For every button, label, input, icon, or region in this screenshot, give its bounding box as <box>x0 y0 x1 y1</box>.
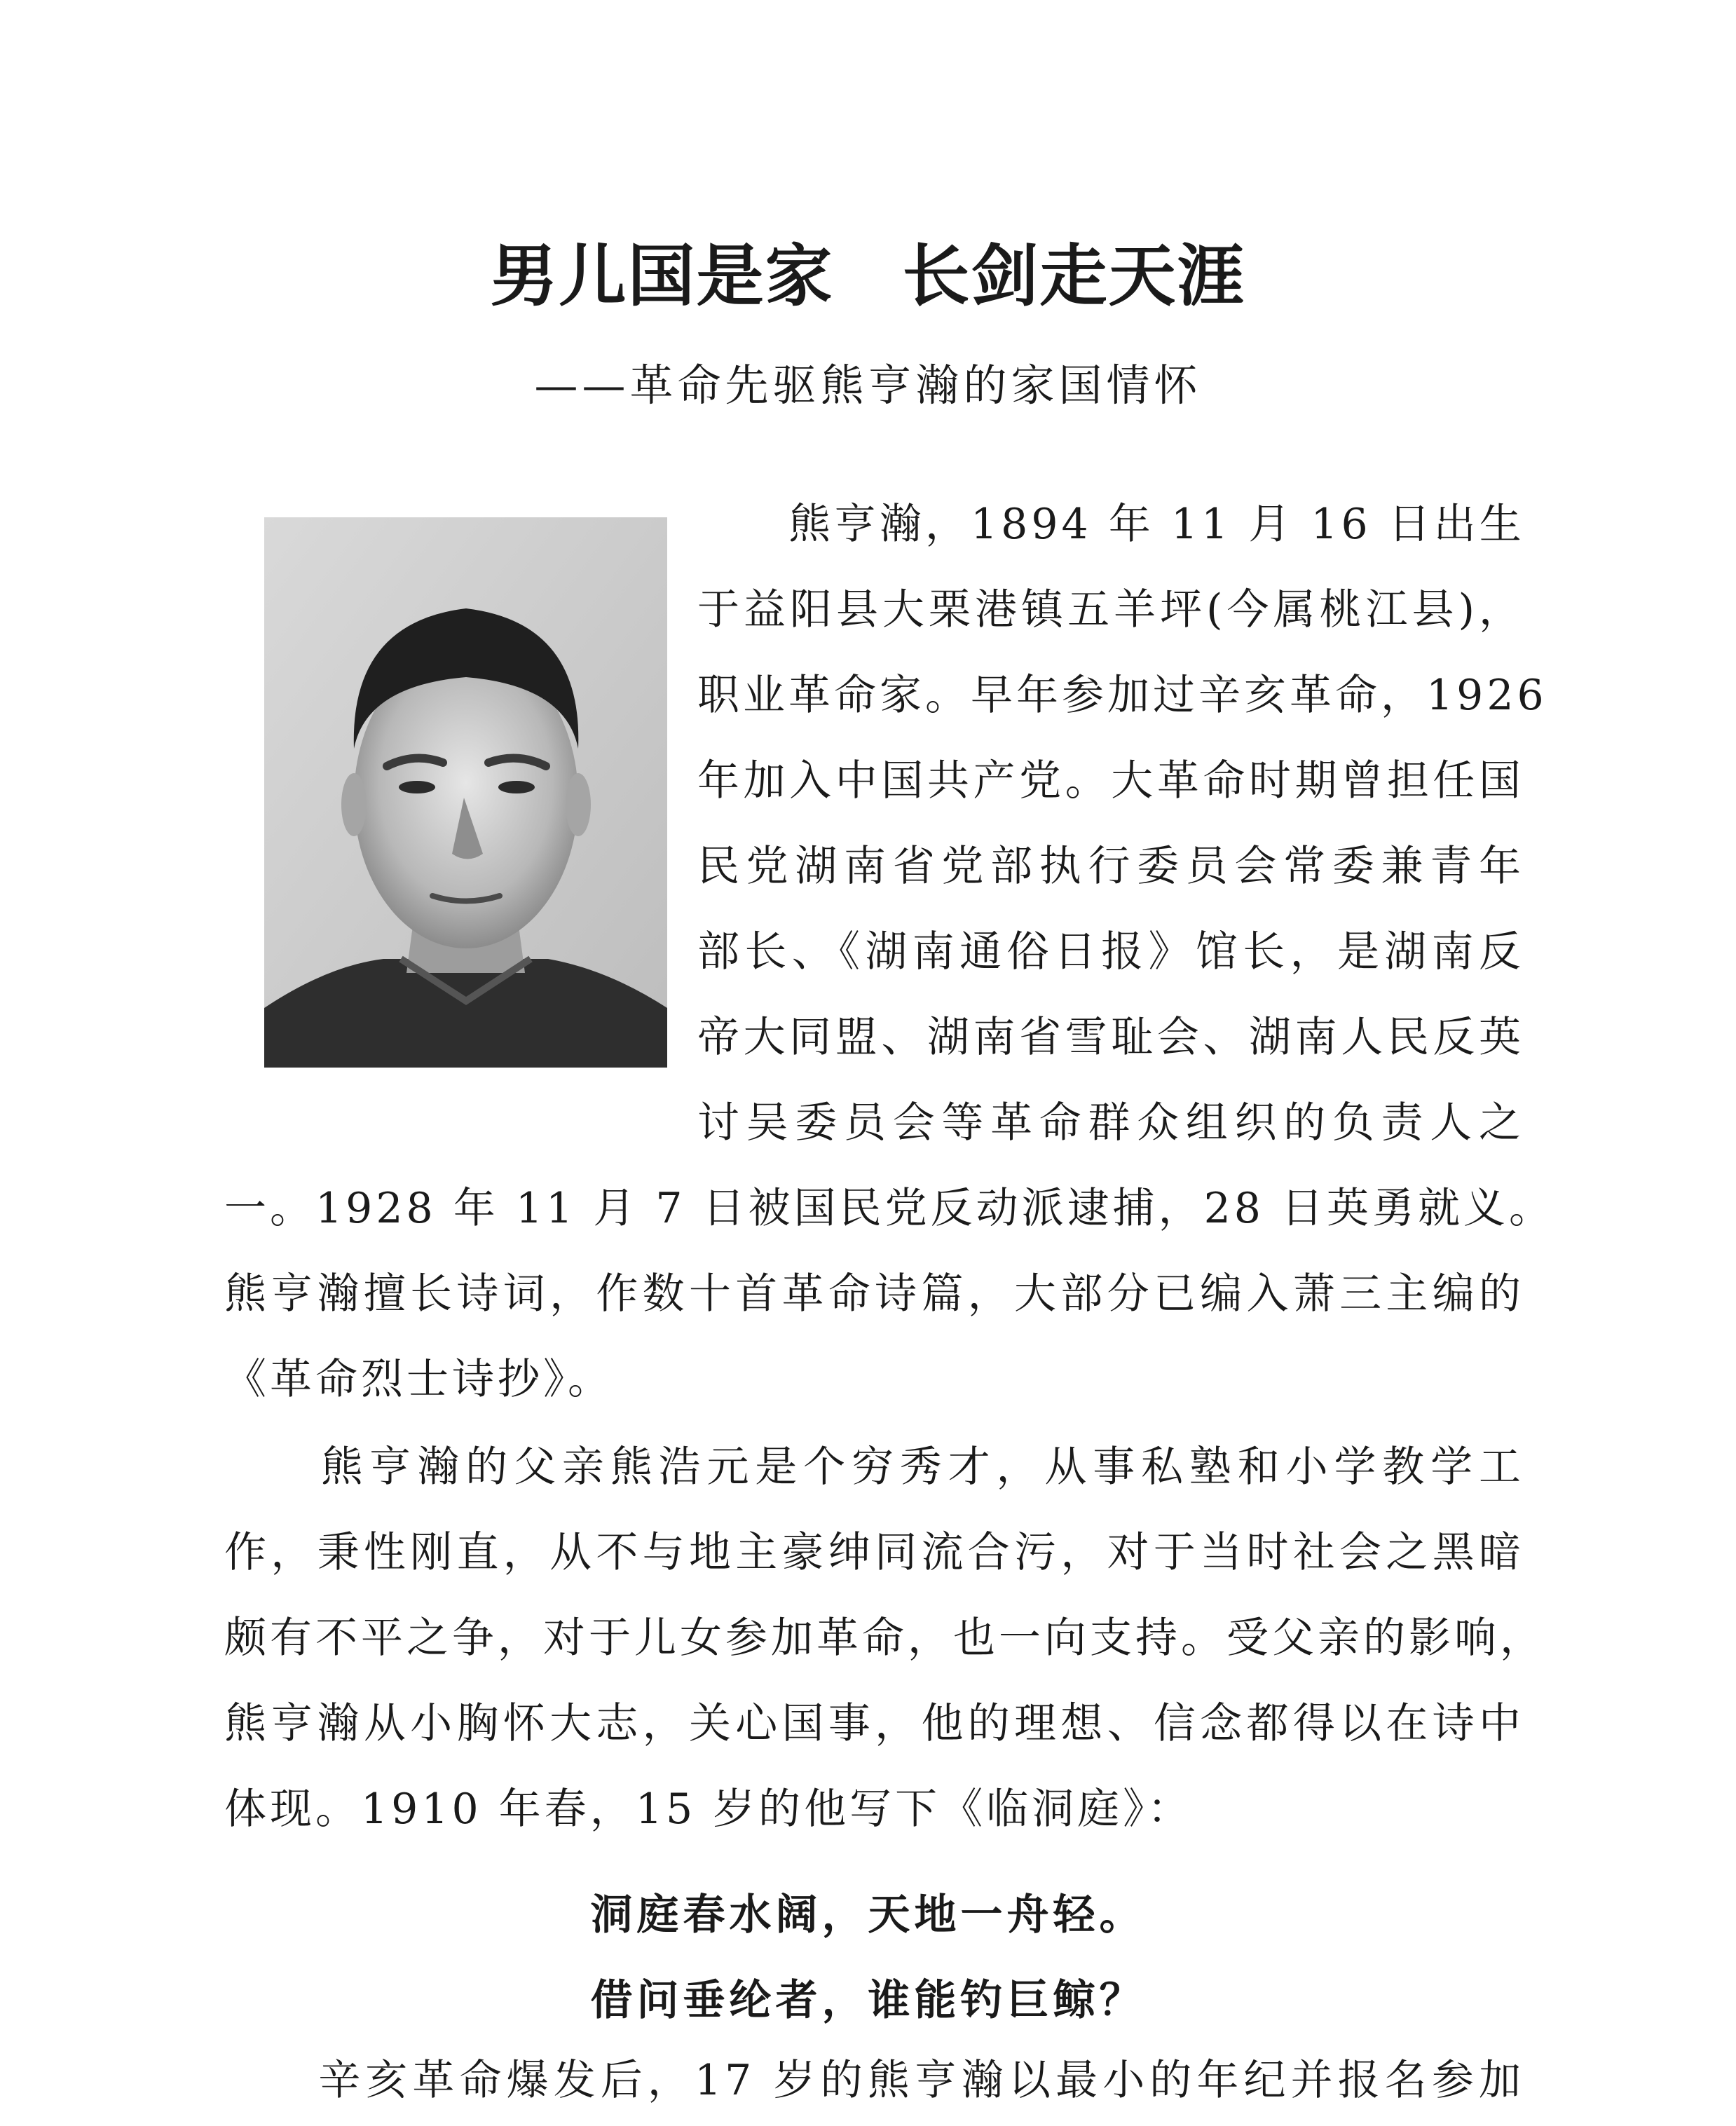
paragraph1-line: 讨吴委员会等革命群众组织的负责人之 <box>697 1098 1524 1147</box>
paragraph1-line: 部长、《湖南通俗日报》馆长，是湖南反 <box>697 927 1524 976</box>
paragraph1-line: 熊亨瀚，1894 年 11 月 16 日出生 <box>697 500 1525 549</box>
paragraph1-line: 职业革命家。早年参加过辛亥革命，1926 <box>697 671 1547 720</box>
portrait-image-icon <box>264 517 667 1068</box>
paragraph2-line: 体现。1910 年春，15 岁的他写下《临洞庭》： <box>224 1785 1194 1834</box>
paragraph1-line: 熊亨瀚擅长诗词，作数十首革命诗篇，大部分已编入萧三主编的 <box>224 1269 1524 1318</box>
poem-line: 洞庭春水阔，天地一舟轻。 <box>590 1890 1146 1940</box>
paragraph1-line: 于益阳县大栗港镇五羊坪(今属桃江县)， <box>697 585 1524 634</box>
paragraph1-line: 帝大同盟、湖南省雪耻会、湖南人民反英 <box>697 1013 1524 1062</box>
paragraph2-line: 颇有不平之争，对于儿女参加革命，也一向支持。受父亲的影响， <box>224 1614 1545 1663</box>
portrait-photo <box>264 517 667 1068</box>
page-subtitle: ——革命先驱熊亨瀚的家国情怀 <box>534 360 1202 411</box>
paragraph2-line: 熊亨瀚的父亲熊浩元是个穷秀才，从事私塾和小学教学工 <box>224 1443 1524 1492</box>
paragraph3-line: 辛亥革命爆发后，17 岁的熊亨瀚以最小的年纪并报名参加 <box>224 2056 1524 2105</box>
page-title: 男儿国是家 长剑走天涯 <box>490 236 1246 315</box>
paragraph1-line: 民党湖南省党部执行委员会常委兼青年 <box>697 842 1524 891</box>
poem-line: 借问垂纶者，谁能钓巨鲸？ <box>590 1976 1146 2025</box>
paragraph1-line: 一。1928 年 11 月 7 日被国民党反动派逮捕，28 日英勇就义。 <box>224 1184 1554 1233</box>
paragraph2-line: 熊亨瀚从小胸怀大志，关心国事，他的理想、信念都得以在诗中 <box>224 1699 1524 1748</box>
paragraph1-line: 年加入中国共产党。大革命时期曾担任国 <box>697 756 1524 805</box>
paragraph1-line: 《革命烈士诗抄》。 <box>224 1355 613 1404</box>
paragraph2-line: 作，秉性刚直，从不与地主豪绅同流合污，对于当时社会之黑暗 <box>224 1528 1524 1577</box>
